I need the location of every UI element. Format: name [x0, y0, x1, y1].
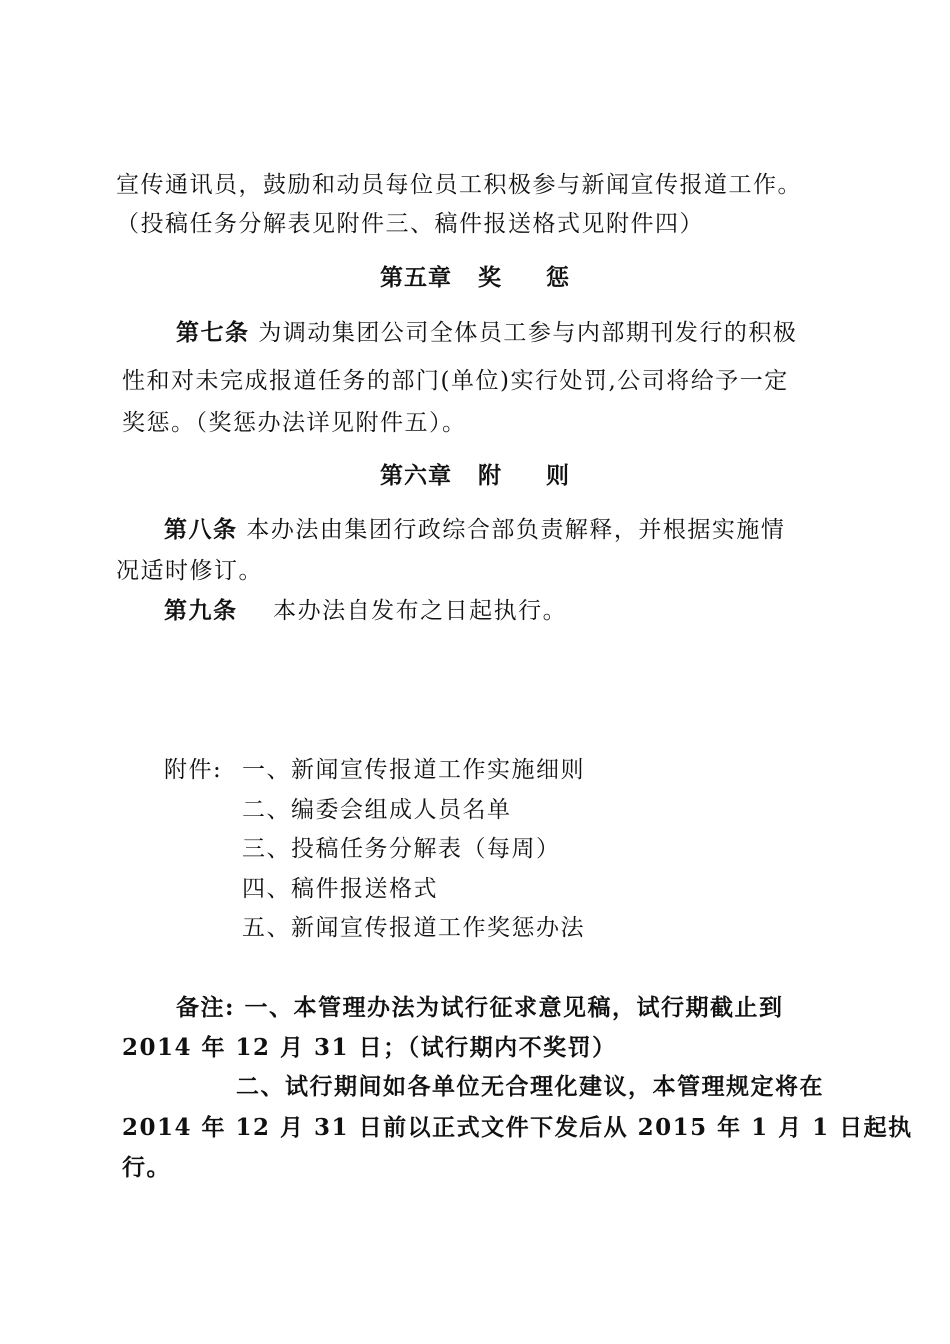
article-7-label: 第七条: [176, 319, 250, 346]
remarks-line-1: [176, 993, 784, 1023]
chapter-6-char-2: 则: [546, 462, 570, 489]
attachment-item: 三、投稿任务分解表（每周）: [242, 836, 561, 862]
chapter-6-char-1: 附: [478, 462, 502, 489]
paragraph-1-line-2: （投稿任务分解表见附件三、稿件报送格式见附件四）: [116, 211, 704, 237]
attachment-item: 四、稿件报送格式: [242, 876, 438, 902]
chapter-5-char-2: 惩: [546, 264, 570, 291]
chapter-6-prefix: 第六章: [380, 462, 452, 489]
chapter-5-heading: [380, 263, 570, 293]
article-7-text-1: 为调动集团公司全体员工参与内部期刊发行的积极: [258, 320, 798, 346]
chapter-5-prefix: 第五章: [380, 264, 452, 291]
article-9-text: 本办法自发布之日起执行。: [273, 598, 568, 624]
attachment-item: 二、编委会组成人员名单: [242, 797, 512, 823]
remarks-line-4: 2014 年 12 月 31 日前以正式文件下发后从 2015 年 1 月 1 日起执: [122, 1114, 913, 1141]
remarks-line-5: 行。: [122, 1154, 171, 1181]
attachment-item: 一、新闻宣传报道工作实施细则: [242, 757, 585, 783]
remarks-label: 备注:: [176, 994, 235, 1021]
attachment-item: 五、新闻宣传报道工作奖惩办法: [242, 915, 585, 941]
article-8-text-1: 本办法由集团行政综合部负责解释，并根据实施情: [246, 517, 786, 543]
article-8-label: 第八条: [164, 516, 238, 543]
remarks-line-3: 二、试行期间如各单位无合理化建议，本管理规定将在: [236, 1073, 824, 1100]
article-7-line-1: [176, 318, 797, 348]
paragraph-1-line-1: 宣传通讯员，鼓励和动员每位员工积极参与新闻宣传报道工作。: [116, 172, 802, 198]
article-7-line-2: 性和对未完成报道任务的部门(单位)实行处罚,公司将给予一定: [122, 368, 789, 394]
article-7-line-3: 奖惩。（奖惩办法详见附件五）。: [122, 410, 467, 436]
article-9-label: 第九条: [164, 597, 238, 624]
remarks-text-1: 一、本管理办法为试行征求意见稿，试行期截止到: [244, 994, 784, 1021]
article-9-line: [164, 596, 567, 626]
article-8-line-1: [164, 515, 785, 545]
attachments-label: 附件:: [164, 757, 223, 783]
chapter-6-heading: [380, 461, 570, 491]
chapter-5-char-1: 奖: [478, 264, 502, 291]
remarks-line-2: 2014 年 12 月 31 日；（试行期内不奖罚）: [122, 1034, 617, 1061]
article-8-line-2: 况适时修订。: [116, 558, 263, 584]
